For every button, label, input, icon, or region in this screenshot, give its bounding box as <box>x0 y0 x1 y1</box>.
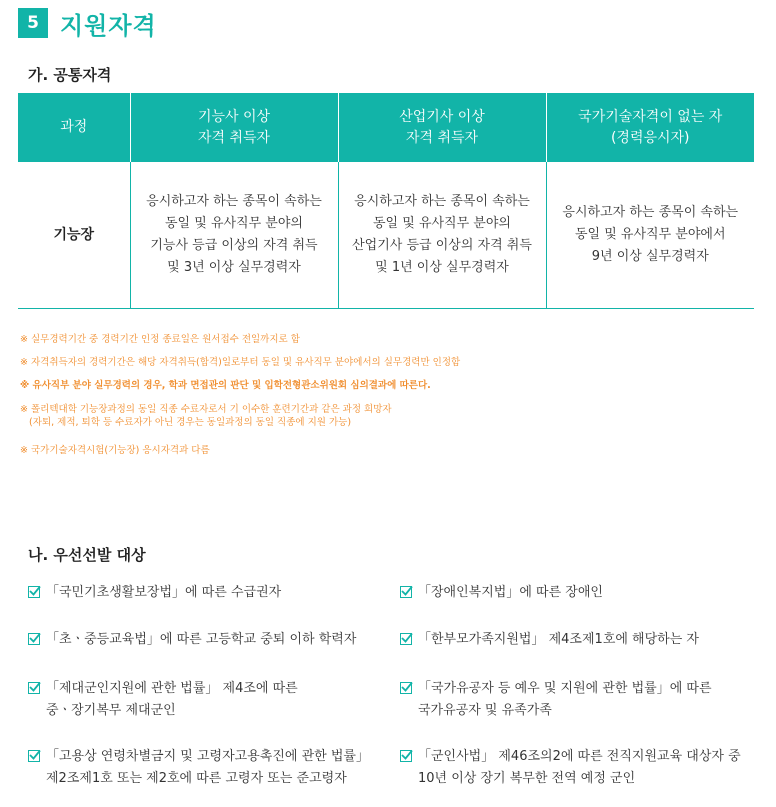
list-item-text: 「고용상 연령차별금지 및 고령자고용촉진에 관한 법률」 제2조제1호 또는 제2호에 따른 고령자 또는 준고령자 <box>46 749 369 786</box>
cell-craftsman-requirement <box>130 162 338 309</box>
checkbox-checked-icon <box>400 633 412 645</box>
common-qualification-title: 가. 공통자격 <box>28 66 112 84</box>
cell-text: 응시하고자 하는 종목이 속하는 동일 및 유사직무 분야의 산업기사 등급 이상의 자격 취득 및 1년 이상 실무경력자 <box>352 194 532 275</box>
list-item <box>400 582 603 604</box>
checkbox-checked-icon <box>28 633 40 645</box>
cell-text: 기능사 이상 자격 취득자 <box>197 108 271 146</box>
list-item-text: 「군인사법」 제46조의2에 따른 전직지원교육 대상자 중 10년 이상 장기 복무한 전역 예정 군인 <box>418 749 741 786</box>
list-item <box>28 746 369 790</box>
section-number-badge: 5 <box>18 8 48 38</box>
cell-experience-requirement <box>546 162 754 309</box>
list-item-text: 「국민기초생활보장법」에 따른 수급권자 <box>46 585 282 600</box>
header-experience-applicant <box>546 93 754 162</box>
list-item-text: 「초ㆍ중등교육법」에 따른 고등학교 중퇴 이하 학력자 <box>46 632 357 647</box>
list-item <box>28 629 356 651</box>
section-header <box>18 8 157 38</box>
list-item <box>400 629 699 651</box>
table-row <box>18 162 754 309</box>
list-item-text: 「제대군인지원에 관한 법률」 제4조에 따른 중ㆍ장기복무 제대군인 <box>46 681 298 718</box>
list-item <box>400 746 741 790</box>
table-header-row <box>18 93 754 162</box>
cell-text: 과정 <box>60 119 88 135</box>
header-industrial-engineer <box>338 93 546 162</box>
list-item-text: 「한부모가족지원법」 제4조제1호에 해당하는 자 <box>418 632 699 647</box>
checkbox-checked-icon <box>28 750 40 762</box>
cell-text: 응시하고자 하는 종목이 속하는 동일 및 유사직무 분야의 기능사 등급 이상의 자격 취득 및 3년 이상 실무경력자 <box>146 194 322 275</box>
header-course <box>18 93 130 162</box>
list-item-text: 「장애인복지법」에 따른 장애인 <box>418 585 603 600</box>
note-item: ※ 폴리텍대학 기능장과정의 동일 직종 수료자로서 기 이수한 훈련기간과 같은 과정 희망자 (자퇴, 제적, 퇴학 등 수료자가 아닌 경우는 동일과정의 동일 직종에 지원 가능) <box>20 404 392 428</box>
checkbox-checked-icon <box>400 750 412 762</box>
qualification-table <box>18 93 754 309</box>
list-item <box>400 678 712 722</box>
checkbox-checked-icon <box>400 682 412 694</box>
note-item: ※ 유사직부 분야 실무경력의 경우, 학과 면접관의 판단 및 입학전형관소위원회 심의결과에 따른다. <box>20 380 431 391</box>
row-label-master-craftsman: 기능장 <box>18 162 130 309</box>
checkbox-checked-icon <box>400 586 412 598</box>
note-item: ※ 국가기술자격시험(기능장) 응시자격과 다름 <box>20 445 210 456</box>
cell-industrial-requirement <box>338 162 546 309</box>
cell-text: 산업기사 이상 자격 취득자 <box>399 108 485 146</box>
list-item-text: 「국가유공자 등 예우 및 지원에 관한 법률」에 따른 국가유공자 및 유족가족 <box>418 681 712 718</box>
header-craftsman <box>130 93 338 162</box>
checkbox-checked-icon <box>28 682 40 694</box>
checkbox-checked-icon <box>28 586 40 598</box>
note-item: ※ 실무경력기간 중 경력기간 인정 종료일은 원서접수 전일까지로 함 <box>20 334 300 345</box>
note-item: ※ 자격취득자의 경력기간은 해당 자격취득(합격)일로부터 동일 및 유사직무 분야에서의 실무경력만 인정함 <box>20 357 461 368</box>
cell-text: 응시하고자 하는 종목이 속하는 동일 및 유사직무 분야에서 9년 이상 실무경력자 <box>562 205 739 264</box>
section-title: 지원자격 <box>60 11 157 40</box>
cell-text: 국가기술자격이 없는 자 (경력응시자) <box>578 108 723 146</box>
list-item <box>28 582 281 604</box>
priority-title: 나. 우선선발 대상 <box>28 546 146 564</box>
list-item <box>28 678 298 722</box>
